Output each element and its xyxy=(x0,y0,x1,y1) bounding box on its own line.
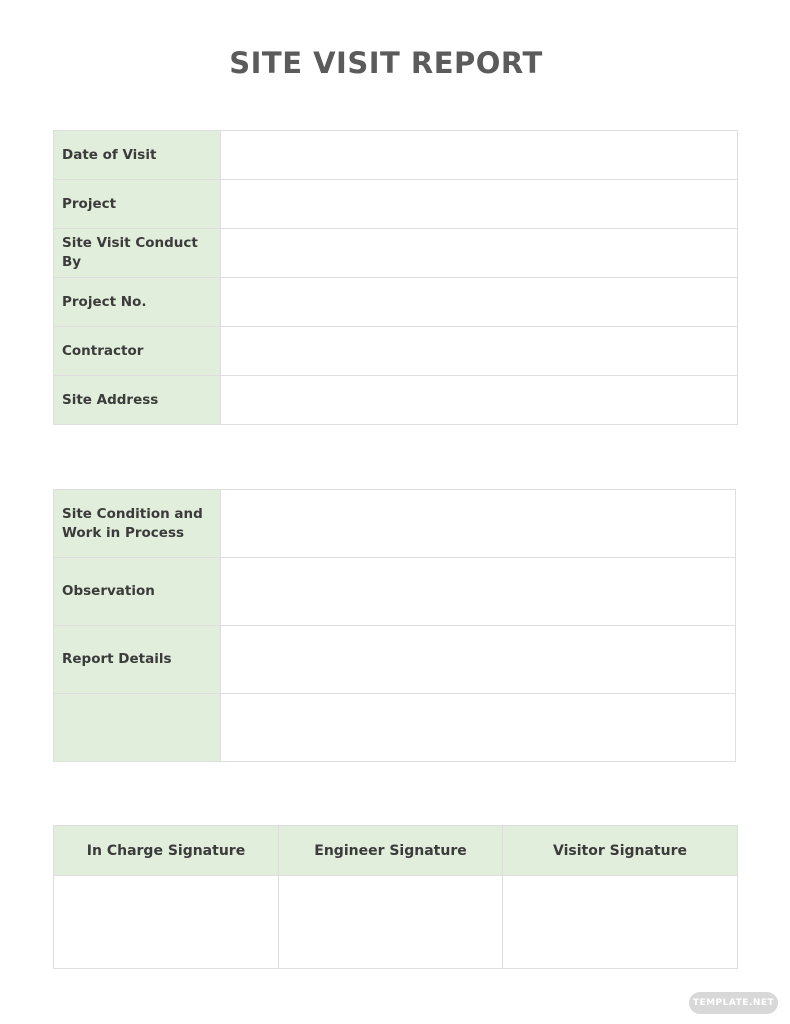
signature-header-row xyxy=(54,826,738,876)
signature-table xyxy=(53,825,738,969)
site-address-label: Site Address xyxy=(54,376,221,425)
page-title: SITE VISIT REPORT xyxy=(229,46,543,80)
table-row xyxy=(54,327,738,376)
contractor-field[interactable] xyxy=(221,327,738,376)
engineer-signature-field[interactable] xyxy=(279,876,503,969)
table-row xyxy=(54,278,738,327)
conducted-by-field[interactable] xyxy=(221,229,738,278)
site-observation-table xyxy=(53,489,736,762)
table-row xyxy=(54,626,736,694)
site-condition-field[interactable] xyxy=(221,490,736,558)
table-row xyxy=(54,558,736,626)
visit-details-table xyxy=(53,130,738,425)
observation-label: Observation xyxy=(54,558,221,626)
contractor-label: Contractor xyxy=(54,327,221,376)
in-charge-signature-field[interactable] xyxy=(54,876,279,969)
table-row xyxy=(54,131,738,180)
visitor-signature-header: Visitor Signature xyxy=(503,826,738,876)
table-row xyxy=(54,229,738,278)
table-row xyxy=(54,376,738,425)
report-details-field[interactable] xyxy=(221,626,736,694)
project-field[interactable] xyxy=(221,180,738,229)
observation-field[interactable] xyxy=(221,558,736,626)
visitor-signature-field[interactable] xyxy=(503,876,738,969)
signature-row xyxy=(54,876,738,969)
date-of-visit-label: Date of Visit xyxy=(54,131,221,180)
project-label: Project xyxy=(54,180,221,229)
template-watermark: TEMPLATE.NET xyxy=(689,992,778,1014)
date-of-visit-field[interactable] xyxy=(221,131,738,180)
blank-label xyxy=(54,694,221,762)
site-address-field[interactable] xyxy=(221,376,738,425)
conducted-by-label: Site Visit Conduct By xyxy=(54,229,221,278)
blank-field[interactable] xyxy=(221,694,736,762)
table-row xyxy=(54,694,736,762)
table-row xyxy=(54,490,736,558)
report-details-label: Report Details xyxy=(54,626,221,694)
project-no-field[interactable] xyxy=(221,278,738,327)
table-row xyxy=(54,180,738,229)
site-condition-label: Site Condition and Work in Process xyxy=(54,490,221,558)
project-no-label: Project No. xyxy=(54,278,221,327)
engineer-signature-header: Engineer Signature xyxy=(279,826,503,876)
in-charge-signature-header: In Charge Signature xyxy=(54,826,279,876)
